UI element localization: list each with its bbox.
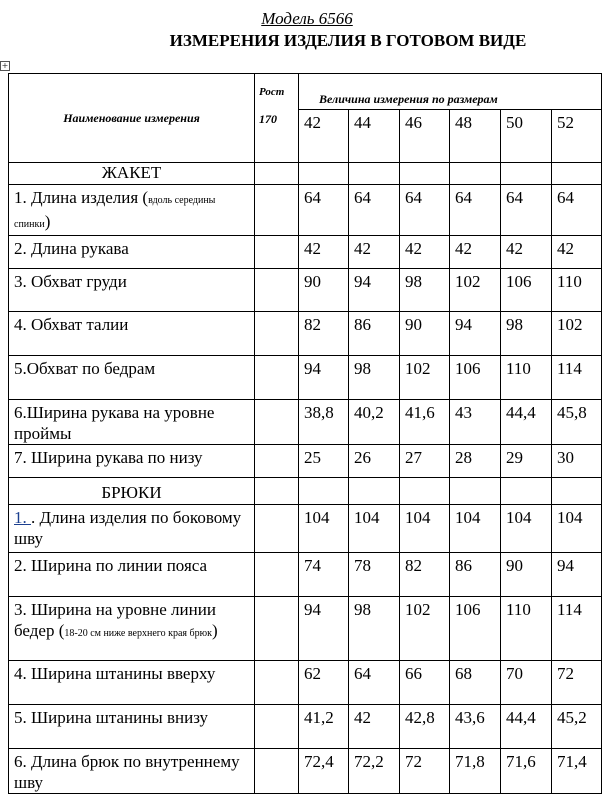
value-cell: 64 <box>552 185 602 236</box>
rost-cell <box>255 269 299 312</box>
value-cell: 102 <box>552 312 602 356</box>
measurements-table <box>8 73 602 794</box>
rost-cell <box>255 356 299 400</box>
value-cell: 104 <box>552 505 602 553</box>
empty-cell <box>501 478 552 505</box>
measurement-label <box>9 269 255 312</box>
row-number-link: 1. <box>14 508 31 527</box>
table-row <box>9 445 602 478</box>
value-cell: 86 <box>349 312 400 356</box>
value-cell: 45,8 <box>552 400 602 445</box>
value-cell: 82 <box>400 553 450 597</box>
value-cell: 104 <box>400 505 450 553</box>
value-cell: 98 <box>501 312 552 356</box>
section-jacket: ЖАКЕТ <box>9 163 255 185</box>
value-cell: 94 <box>299 597 349 661</box>
value-cell: 74 <box>299 553 349 597</box>
value-cell: 25 <box>299 445 349 478</box>
measurement-label <box>9 553 255 597</box>
value-cell: 38,8 <box>299 400 349 445</box>
value-cell: 64 <box>299 185 349 236</box>
value-cell: 94 <box>349 269 400 312</box>
value-cell: 42 <box>349 236 400 269</box>
table-row <box>9 661 602 705</box>
value-cell: 42 <box>400 236 450 269</box>
measurement-label <box>9 505 255 553</box>
header-rost <box>255 74 299 163</box>
value-cell: 44,4 <box>501 705 552 749</box>
label-text: 4. Обхват талии <box>14 315 129 334</box>
empty-cell <box>450 478 501 505</box>
size-header: 52 <box>552 110 602 163</box>
value-cell: 114 <box>552 597 602 661</box>
rost-cell <box>255 312 299 356</box>
value-cell: 42 <box>299 236 349 269</box>
measurement-label <box>9 749 255 794</box>
value-cell: 29 <box>501 445 552 478</box>
value-cell: 43 <box>450 400 501 445</box>
value-cell: 66 <box>400 661 450 705</box>
value-cell: 30 <box>552 445 602 478</box>
table-row <box>9 597 602 661</box>
value-cell: 104 <box>501 505 552 553</box>
rost-cell <box>255 705 299 749</box>
empty-cell <box>552 163 602 185</box>
table-move-handle-icon[interactable]: + <box>1 61 9 70</box>
rost-cell <box>255 236 299 269</box>
rost-cell <box>255 445 299 478</box>
value-cell: 104 <box>450 505 501 553</box>
value-cell: 64 <box>349 185 400 236</box>
value-cell: 102 <box>400 597 450 661</box>
rost-cell <box>255 597 299 661</box>
value-cell: 90 <box>501 553 552 597</box>
measurement-label <box>9 312 255 356</box>
table-row <box>9 312 602 356</box>
label-tail: ) <box>44 212 51 231</box>
measurement-label <box>9 597 255 661</box>
value-cell: 68 <box>450 661 501 705</box>
value-cell: 104 <box>349 505 400 553</box>
size-header: 44 <box>349 110 400 163</box>
value-cell: 42,8 <box>400 705 450 749</box>
table-row <box>9 356 602 400</box>
value-cell: 64 <box>450 185 501 236</box>
table-row <box>9 505 602 553</box>
label-text: 4. Ширина штанины вверху <box>14 664 216 683</box>
value-cell: 62 <box>299 661 349 705</box>
value-cell: 40,2 <box>349 400 400 445</box>
value-cell: 102 <box>400 356 450 400</box>
value-cell: 26 <box>349 445 400 478</box>
value-cell: 94 <box>552 553 602 597</box>
header-values: Величина измерения по размерам <box>299 74 602 110</box>
label-text: 1. Длина изделия ( <box>14 188 149 207</box>
value-cell: 98 <box>349 597 400 661</box>
empty-cell <box>299 478 349 505</box>
value-cell: 72,4 <box>299 749 349 794</box>
empty-cell <box>501 163 552 185</box>
value-cell: 42 <box>552 236 602 269</box>
label-text: 2. Длина рукава <box>14 239 129 258</box>
label-text: . Длина изделия по боковому шву <box>14 508 242 548</box>
value-cell: 43,6 <box>450 705 501 749</box>
value-cell: 71,8 <box>450 749 501 794</box>
value-cell: 90 <box>299 269 349 312</box>
value-cell: 110 <box>501 597 552 661</box>
table-row <box>9 749 602 794</box>
model-number: Модель 6566 <box>261 9 353 28</box>
value-cell: 98 <box>349 356 400 400</box>
label-text: 7. Ширина рукава по низу <box>14 448 203 467</box>
label-text: 5.Обхват по бедрам <box>14 359 156 378</box>
label-text: 3. Ширина на уровне линии бедер ( <box>14 600 216 640</box>
value-cell: 72,2 <box>349 749 400 794</box>
header-name: Наименование измерения <box>9 74 255 163</box>
empty-cell <box>299 163 349 185</box>
rost-cell <box>255 185 299 236</box>
size-header: 46 <box>400 110 450 163</box>
value-cell: 110 <box>552 269 602 312</box>
label-text: 6.Ширина рукава на уровне проймы <box>14 403 215 443</box>
value-cell: 72 <box>400 749 450 794</box>
empty-cell <box>400 163 450 185</box>
value-cell: 82 <box>299 312 349 356</box>
size-header: 48 <box>450 110 501 163</box>
value-cell: 104 <box>299 505 349 553</box>
header-rost-value: 170 <box>259 112 277 126</box>
value-cell: 41,6 <box>400 400 450 445</box>
measurement-label <box>9 661 255 705</box>
label-text: 2. Ширина по линии пояса <box>14 556 208 575</box>
rost-cell <box>255 661 299 705</box>
measurement-label <box>9 236 255 269</box>
value-cell: 110 <box>501 356 552 400</box>
value-cell: 71,4 <box>552 749 602 794</box>
empty-cell <box>400 478 450 505</box>
value-cell: 90 <box>400 312 450 356</box>
rost-cell <box>255 400 299 445</box>
size-header: 50 <box>501 110 552 163</box>
value-cell: 42 <box>450 236 501 269</box>
value-cell: 42 <box>349 705 400 749</box>
value-cell: 102 <box>450 269 501 312</box>
value-cell: 86 <box>450 553 501 597</box>
value-cell: 64 <box>349 661 400 705</box>
empty-cell <box>349 478 400 505</box>
empty-cell <box>255 163 299 185</box>
measurement-label <box>9 400 255 445</box>
empty-cell <box>552 478 602 505</box>
measurement-label <box>9 185 255 236</box>
rost-cell <box>255 553 299 597</box>
measurement-label <box>9 356 255 400</box>
label-note: вдоль середины спинки <box>14 195 216 230</box>
label-tail: ) <box>211 621 218 640</box>
table-row <box>9 269 602 312</box>
section-pants: БРЮКИ <box>9 478 255 505</box>
value-cell: 94 <box>299 356 349 400</box>
value-cell: 114 <box>552 356 602 400</box>
empty-cell <box>349 163 400 185</box>
value-cell: 64 <box>400 185 450 236</box>
rost-cell <box>255 749 299 794</box>
empty-cell <box>450 163 501 185</box>
size-header: 42 <box>299 110 349 163</box>
value-cell: 98 <box>400 269 450 312</box>
table-row <box>9 553 602 597</box>
label-text: 3. Обхват груди <box>14 272 127 291</box>
value-cell: 106 <box>450 356 501 400</box>
page-title: ИЗМЕРЕНИЯ ИЗДЕЛИЯ В ГОТОВОМ ВИДЕ <box>169 31 527 50</box>
header-rost-label: Рост <box>259 86 285 98</box>
value-cell: 28 <box>450 445 501 478</box>
measurement-label <box>9 705 255 749</box>
table-row <box>9 400 602 445</box>
label-note: 18-20 см ниже верхнего края брюк <box>64 628 212 639</box>
table-row <box>9 705 602 749</box>
table-row <box>9 185 602 236</box>
value-cell: 27 <box>400 445 450 478</box>
value-cell: 78 <box>349 553 400 597</box>
label-text: 6. Длина брюк по внутреннему шву <box>14 752 240 792</box>
value-cell: 106 <box>501 269 552 312</box>
rost-cell <box>255 505 299 553</box>
value-cell: 72 <box>552 661 602 705</box>
table-row <box>9 236 602 269</box>
measurement-label <box>9 445 255 478</box>
value-cell: 45,2 <box>552 705 602 749</box>
value-cell: 106 <box>450 597 501 661</box>
value-cell: 41,2 <box>299 705 349 749</box>
value-cell: 42 <box>501 236 552 269</box>
value-cell: 44,4 <box>501 400 552 445</box>
empty-cell <box>255 478 299 505</box>
value-cell: 71,6 <box>501 749 552 794</box>
value-cell: 70 <box>501 661 552 705</box>
value-cell: 94 <box>450 312 501 356</box>
value-cell: 64 <box>501 185 552 236</box>
label-text: 5. Ширина штанины внизу <box>14 708 209 727</box>
